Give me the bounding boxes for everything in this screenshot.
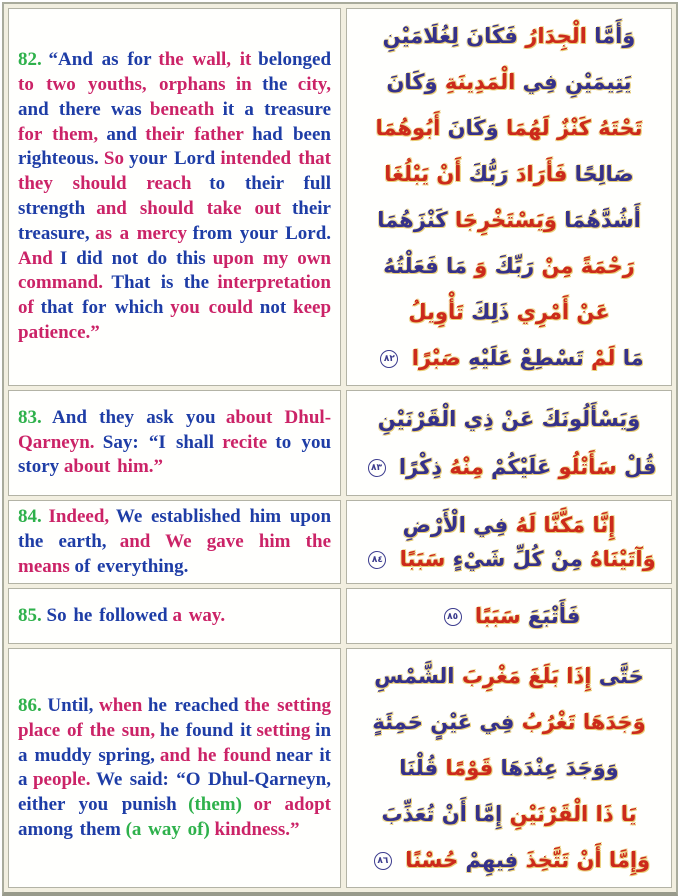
arabic-line (355, 508, 663, 542)
english-segment: Indeed, (48, 506, 110, 527)
english-cell (8, 390, 341, 496)
arabic-segment: الشَّمْسِ (374, 664, 455, 689)
verse-table (2, 2, 678, 896)
english-segment: beneath (149, 98, 215, 120)
english-segment: setting (256, 719, 311, 741)
arabic-cell (346, 390, 672, 496)
english-segment: recite (222, 431, 268, 453)
english-segment: for them, (18, 123, 99, 145)
arabic-segment: وَآتَيْنَاهُ (590, 547, 656, 572)
english-segment: (them) (188, 794, 242, 816)
arabic-segment: يَا ذَا الْقَرْنَيْنِ (509, 802, 637, 827)
arabic-segment: قَوْمًا (445, 756, 494, 781)
english-segment: near it a (18, 744, 331, 791)
arabic-line (355, 13, 663, 59)
english-segment: That is the (111, 272, 210, 294)
arabic-line (355, 699, 663, 745)
arabic-segment: وَإِمَّا أَنْ تَتَّخِذَ (525, 848, 651, 873)
arabic-line (355, 791, 663, 837)
english-segment: not (259, 297, 287, 319)
arabic-cell (346, 500, 672, 584)
english-segment: to two youths, orphans (18, 74, 226, 96)
arabic-segment: سَأَتْلُو (558, 455, 617, 479)
verse-end-marker: ٨٥ (444, 608, 462, 626)
arabic-segment: الْجِدَارُ (525, 24, 587, 48)
verse-number: 82. (18, 49, 42, 71)
english-segment: he found it (159, 719, 252, 741)
verse-number: 86. (18, 695, 42, 716)
english-segment: your Lord (129, 148, 216, 170)
english-segment: to you story (18, 431, 332, 478)
arabic-segment: لَمْ (591, 346, 616, 370)
arabic-line (355, 289, 663, 335)
verse-number: 85. (18, 604, 42, 626)
english-segment: I did not do this (59, 247, 206, 269)
verse-number: 84. (18, 506, 42, 527)
english-segment: and there was (18, 98, 142, 120)
arabic-segment: يَتِيمَيْنِ فِي (522, 70, 632, 94)
arabic-cell (346, 8, 672, 386)
arabic-segment: تَسْطِعْ عَلَيْهِ (468, 346, 584, 370)
verse-row (8, 8, 672, 386)
arabic-segment: وَيَسْتَخْرِجَا (454, 208, 557, 232)
english-segment: and We gave him the means (18, 530, 332, 577)
arabic-segment: فِي الْأَرْضِ (402, 513, 509, 538)
english-segment: keep patience.” (18, 297, 332, 343)
arabic-line (355, 837, 663, 883)
english-segment: upon my own command. (18, 247, 331, 294)
english-text (18, 406, 331, 480)
english-segment: Until, (47, 695, 94, 716)
english-segment: So (103, 148, 124, 170)
verse-end-marker: ٨٤ (368, 551, 386, 569)
english-cell (8, 588, 341, 644)
english-segment: among them (18, 818, 121, 840)
verse-row (8, 500, 672, 584)
english-segment: their father (145, 123, 244, 145)
arabic-segment: عَلَيْكُمْ (491, 455, 552, 479)
english-segment: and (106, 123, 137, 145)
english-segment: of everything. (74, 555, 189, 577)
english-segment: the setting place of the sun, (18, 695, 332, 741)
arabic-line (355, 335, 663, 381)
arabic-segment: إِذَا بَلَغَ مَغْرِبَ (461, 664, 592, 689)
arabic-segment: وَكَانَ (386, 70, 438, 94)
arabic-segment: مَا فَعَلْتُهُ (383, 254, 467, 278)
arabic-segment: سَبَبًا (399, 547, 446, 572)
arabic-segment: صَبْرًا (411, 346, 461, 370)
english-segment: had been righteous. (18, 123, 331, 170)
english-segment: We established him upon the earth, (18, 506, 332, 552)
arabic-segment: قُلْنَا (399, 756, 439, 781)
english-segment: the (262, 74, 288, 96)
verse-end-marker: ٨٣ (368, 459, 386, 477)
english-segment: (a way of) (125, 818, 210, 840)
english-segment: as a mercy (95, 222, 187, 244)
english-segment: belonged (258, 49, 332, 71)
arabic-segment: تَحْتَهُ كَنْزٌ لَهُمَا (505, 116, 643, 140)
arabic-segment: أَبُوهُمَا (375, 116, 441, 140)
english-segment: kindness.” (214, 818, 300, 840)
arabic-segment: فَكَانَ لِغُلَامَيْنِ (382, 24, 518, 48)
arabic-segment: حَتَّى (598, 664, 644, 689)
arabic-segment: مِنْهُ (449, 455, 484, 479)
arabic-segment: رَبِّكَ (494, 254, 535, 278)
verse-row (8, 648, 672, 888)
english-segment: or adopt (253, 794, 332, 816)
arabic-segment: تَأْوِيلُ (408, 300, 464, 324)
verse-number: 83. (18, 406, 42, 428)
arabic-line (355, 59, 663, 105)
arabic-line (355, 745, 663, 791)
arabic-line (355, 243, 663, 289)
english-segment: he reached (147, 695, 239, 716)
english-segment: to their full strength (18, 173, 331, 219)
english-text (18, 505, 331, 579)
english-segment: in a muddy spring, (18, 719, 332, 766)
english-segment: when (98, 695, 143, 716)
verse-row (8, 390, 672, 496)
arabic-segment: كَنْزَهُمَا (377, 208, 448, 232)
english-segment: intended that they should reach (18, 148, 331, 195)
arabic-line (355, 542, 663, 576)
english-segment: a way. (172, 604, 226, 626)
arabic-segment: فَأَتْبَعَ (527, 604, 581, 629)
english-segment: and he found (159, 744, 271, 766)
english-segment: the wall, it (158, 49, 252, 71)
arabic-segment: عَنْ أَمْرِي (516, 300, 610, 324)
arabic-line (355, 105, 663, 151)
english-segment: it a treasure (222, 98, 332, 120)
english-cell (8, 648, 341, 888)
arabic-segment: رَحْمَةً مِنْ (541, 254, 635, 278)
arabic-segment: حُسْنًا (405, 848, 459, 873)
arabic-segment: مِنْ كُلِّ شَيْءٍ (452, 547, 583, 572)
arabic-line (355, 593, 663, 639)
english-segment: about him.” (63, 456, 164, 478)
english-segment: We said: “O Dhul-Qarneyn, either you punish (18, 769, 331, 816)
english-segment: And they ask you (52, 406, 216, 428)
english-segment: people. (32, 769, 91, 791)
english-segment: “And as for (48, 49, 152, 71)
arabic-segment: صَالِحًا (574, 162, 634, 186)
verse-end-marker: ٨٦ (374, 852, 392, 870)
arabic-segment: فَأَرَادَ (515, 162, 568, 186)
arabic-segment: رَبُّكَ (468, 162, 509, 186)
arabic-segment: وَجَدَهَا تَغْرُبُ (521, 710, 646, 735)
english-segment: from your Lord. (192, 222, 332, 244)
arabic-cell (346, 588, 672, 644)
english-segment: Say: “I shall (102, 431, 214, 453)
arabic-line (355, 443, 663, 491)
arabic-segment: وَكَانَ (447, 116, 499, 140)
english-text (18, 48, 331, 346)
english-segment: in (235, 74, 252, 96)
arabic-segment: وَ (474, 254, 488, 278)
arabic-line (355, 653, 663, 699)
english-segment: their treasure, (18, 198, 331, 244)
english-segment: So he followed (46, 604, 168, 626)
english-cell (8, 500, 341, 584)
verse-end-marker: ٨٢ (380, 350, 398, 368)
arabic-segment: وَوَجَدَ عِنْدَهَا (500, 756, 619, 781)
english-text (18, 604, 331, 629)
english-segment: and should take out (96, 198, 281, 219)
english-segment: interpretation of (18, 272, 331, 319)
arabic-segment: ذَلِكَ (471, 300, 510, 324)
english-text (18, 694, 331, 843)
english-segment: about Dhul-Qarneyn. (18, 406, 332, 453)
arabic-segment: وَيَسْأَلُونَكَ عَنْ ذِي الْقَرْنَيْنِ (377, 407, 641, 431)
arabic-line (355, 395, 663, 443)
arabic-line (355, 151, 663, 197)
arabic-segment: سَبَبًا (474, 604, 521, 629)
arabic-segment: قُلْ (623, 455, 657, 479)
arabic-segment: ذِكْرًا (398, 455, 443, 479)
english-segment: that for which (40, 297, 164, 319)
arabic-segment: وَأَمَّا (594, 24, 636, 48)
arabic-segment: فِي عَيْنٍ حَمِئَةٍ (372, 710, 515, 735)
arabic-segment: أَشُدَّهُمَا (564, 208, 641, 232)
english-segment: you could (170, 297, 253, 319)
arabic-line (355, 197, 663, 243)
arabic-cell (346, 648, 672, 888)
english-segment: And (18, 247, 53, 269)
arabic-segment: الْمَدِينَةِ (444, 70, 516, 94)
english-cell (8, 8, 341, 386)
english-segment: city, (297, 74, 332, 96)
arabic-segment: مَا (622, 346, 644, 370)
arabic-segment: فِيهِمْ (465, 848, 519, 873)
arabic-segment: أَنْ يَبْلُغَا (384, 162, 462, 186)
verse-row (8, 588, 672, 644)
arabic-segment: إِنَّا مَكَّنَّا لَهُ (515, 513, 616, 538)
arabic-segment: إِمَّا أَنْ تُعَذِّبَ (381, 802, 503, 827)
